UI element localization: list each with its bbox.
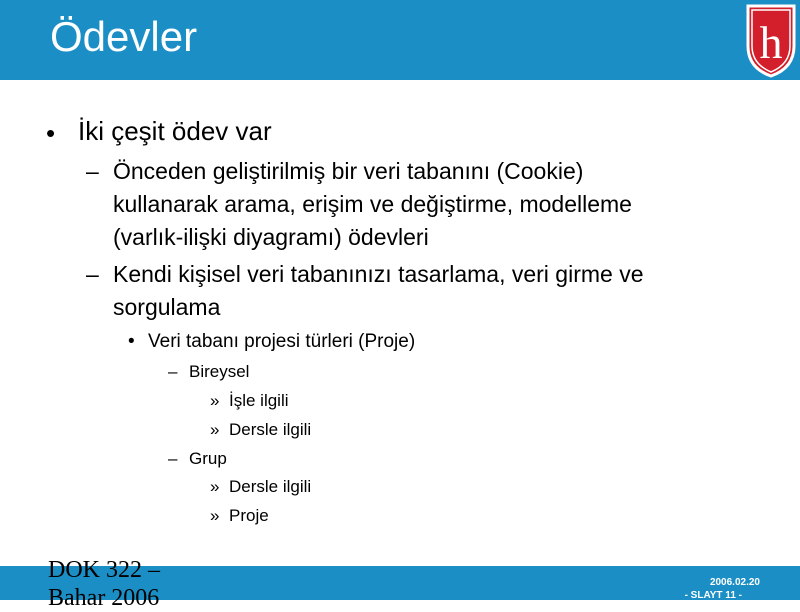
chevron-marker: »: [210, 391, 220, 410]
course-line: Bahar 2006: [48, 585, 160, 611]
slide-number: - SLAYT 11 -: [684, 590, 742, 601]
dash-marker: –: [168, 362, 178, 381]
bullet-text: İşle ilgili: [229, 391, 289, 410]
bullet-text-line: Önceden geliştirilmiş bir veri tabanını (Cookie): [113, 158, 584, 184]
bullet-text: Grup: [189, 449, 227, 468]
chevron-marker: »: [210, 420, 220, 439]
chevron-marker: »: [210, 506, 220, 525]
dash-marker: –: [86, 261, 99, 287]
dash-marker: –: [168, 449, 178, 468]
course-label: [48, 556, 160, 612]
bullet-marker: •: [46, 118, 56, 148]
chevron-marker: »: [210, 477, 220, 496]
bullet-text-line: (varlık-ilişki diyagramı) ödevleri: [113, 224, 429, 250]
bullet-text: İki çeşit ödev var: [78, 116, 272, 146]
bullet-marker: •: [128, 331, 135, 352]
bullet-text: Dersle ilgili: [229, 420, 312, 439]
bullet-text: Dersle ilgili: [229, 477, 312, 496]
bullet-text-line: Kendi kişisel veri tabanınızı tasarlama, veri girme ve: [113, 261, 644, 287]
svg-text:h: h: [759, 17, 783, 68]
dash-marker: –: [86, 158, 99, 184]
slide-title: Ödevler: [50, 13, 198, 60]
slide-date: 2006.02.20: [709, 577, 760, 588]
bullet-text: Veri tabanı projesi türleri (Proje): [148, 331, 416, 352]
course-line: DOK 322 –: [48, 557, 160, 583]
bullet-text: Bireysel: [189, 362, 250, 381]
bullet-text-line: sorgulama: [113, 294, 221, 320]
bullet-text-line: kullanarak arama, erişim ve değiştirme, modelleme: [113, 191, 632, 217]
bullet-text: Proje: [229, 506, 269, 525]
hacettepe-logo-icon: [744, 2, 798, 78]
